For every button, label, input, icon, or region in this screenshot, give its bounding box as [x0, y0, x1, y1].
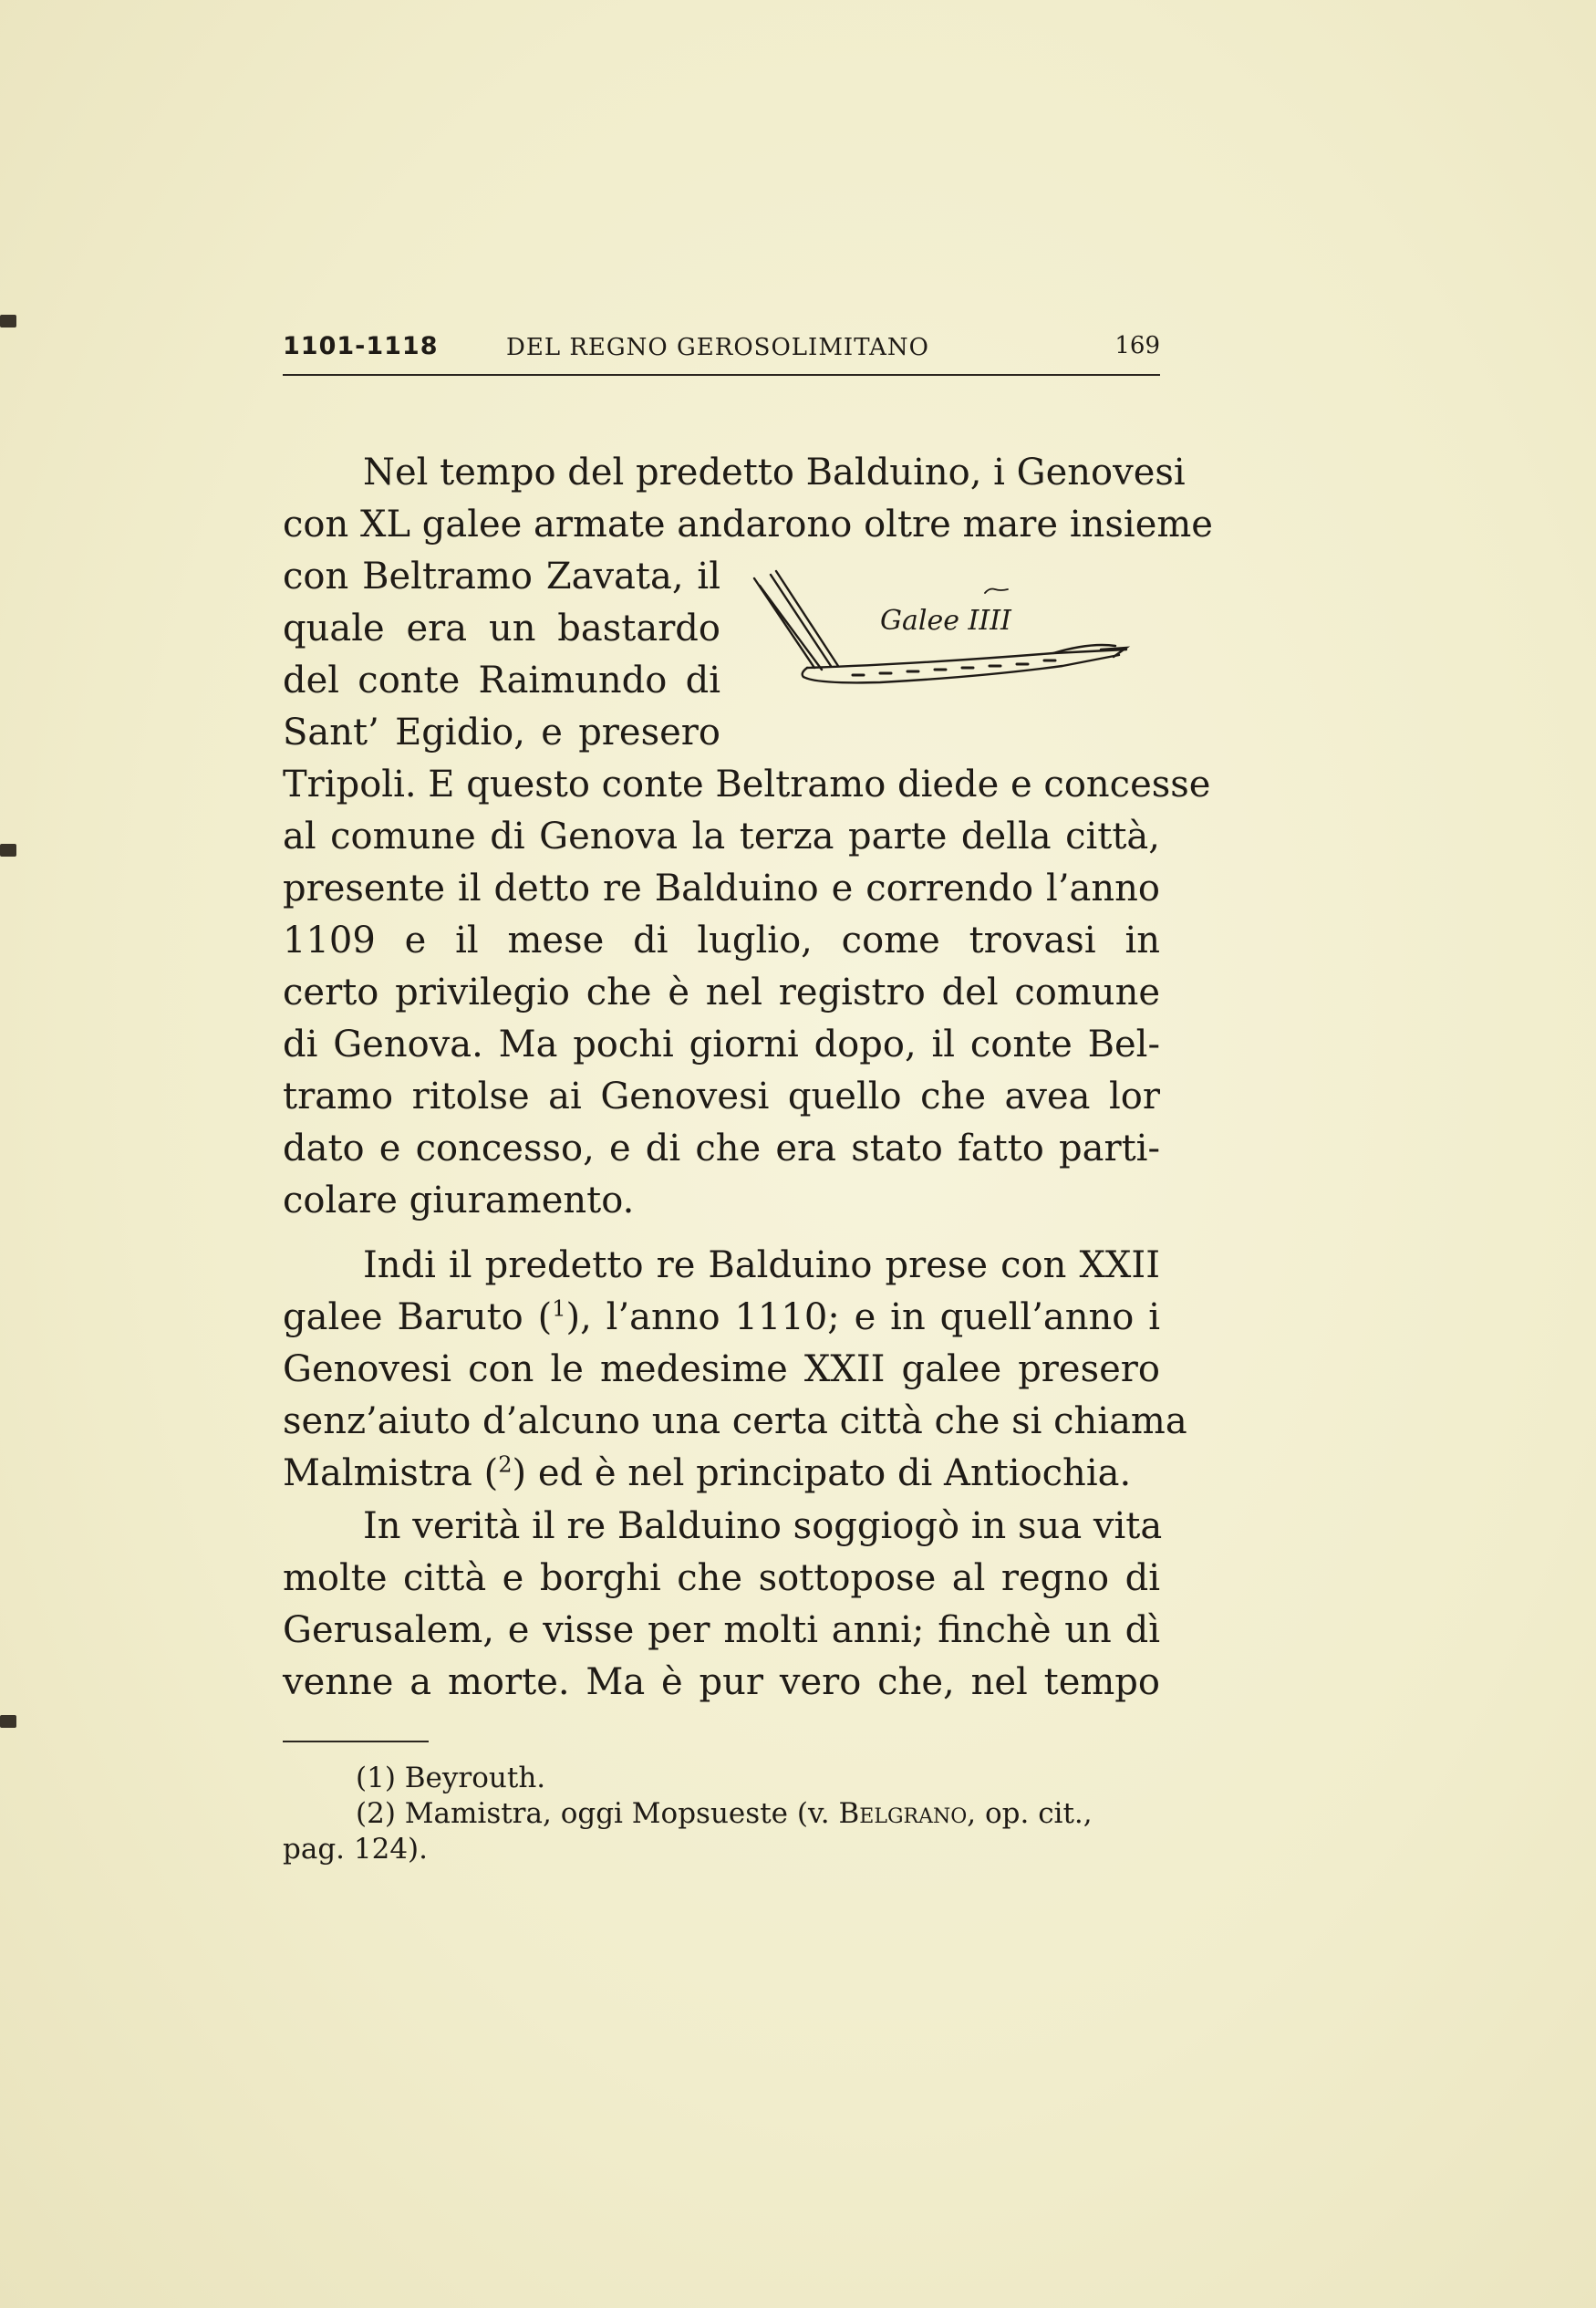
text-line: con XL galee armate andarono oltre mare insieme — [283, 504, 1213, 546]
text-line: Sant’ Egidio, e presero — [283, 712, 720, 754]
header-years: 1101-1118 — [283, 332, 439, 360]
footnote-1: (1) Beyrouth. — [356, 1762, 546, 1794]
text-line: galee Baruto ($^1$), l’anno 1110; e in quell’anno i — [283, 1295, 1161, 1338]
roman-numeral: XL — [359, 504, 411, 546]
binding-mark — [0, 844, 16, 857]
text-line: del conte Raimundo di — [283, 660, 720, 702]
page-number: 169 — [1114, 332, 1160, 359]
text-line: Tripoli. E questo conte Beltramo diede e concesse — [283, 764, 1211, 806]
text-line: Malmistra ($^2$) ed è nel principato di Antiochia. — [283, 1451, 1132, 1494]
footnote-2-continued: pag. 124). — [283, 1833, 428, 1866]
text-line: senz’aiuto d’alcuno una certa città che si chiama — [283, 1400, 1187, 1442]
footnotes — [283, 1761, 1167, 1867]
text-line: Gerusalem, e visse per molti anni; finchè un dì — [283, 1609, 1160, 1651]
running-header — [283, 328, 1160, 376]
paragraph-2 — [283, 1240, 1187, 1500]
galley-drawing — [743, 558, 1135, 741]
text-line: Genovesi con le medesime XXII galee presero — [283, 1348, 1160, 1390]
roman-numeral: XXII — [803, 1348, 886, 1390]
footnote-rule — [283, 1741, 429, 1742]
text-line: In verità il re Balduino soggiogò in sua vita — [363, 1505, 1163, 1547]
text-line: quale era un bastardo — [283, 608, 720, 650]
text-line: presente il detto re Balduino e correndo l’anno — [283, 868, 1160, 910]
text-line: con Beltramo Zavata, il — [283, 556, 720, 598]
footnote-ref: 1 — [552, 1295, 566, 1322]
drawing-caption: Galee IIII — [880, 605, 1011, 637]
text-line: certo privilegio che è nel registro del comune — [283, 972, 1160, 1014]
text-line: al comune di Genova la terza parte della città, — [283, 816, 1160, 858]
text-line: Indi il predetto re Balduino prese con XXII — [363, 1244, 1160, 1286]
text-line: 1109 e il mese di luglio, come trovasi in — [283, 920, 1160, 962]
roman-numeral: XXII — [1079, 1244, 1160, 1286]
header-title: DEL REGNO GEROSOLIMITANO — [506, 334, 929, 361]
binding-mark — [0, 315, 16, 327]
text-line: venne a morte. Ma è pur vero che, nel tempo — [283, 1661, 1160, 1703]
text-line: colare giuramento. — [283, 1180, 635, 1222]
footnote-ref: 2 — [498, 1451, 513, 1478]
text-line: Nel tempo del predetto Balduino, i Genovesi — [363, 452, 1186, 494]
text-line: dato e concesso, e di che era stato fatto parti- — [283, 1128, 1160, 1170]
author-name: Belgrano — [838, 1797, 968, 1830]
text-line: tramo ritolse ai Genovesi quello che avea lor — [283, 1076, 1160, 1118]
footnote-2: (2) Mamistra, oggi Mopsueste (v. Belgrano, op. cit., — [356, 1797, 1093, 1830]
text-line: molte città e borghi che sottopose al regno di — [283, 1557, 1160, 1599]
paragraph-3 — [283, 1501, 1163, 1709]
text-line: di Genova. Ma pochi giorni dopo, il conte Bel- — [283, 1024, 1160, 1066]
binding-mark — [0, 1715, 16, 1728]
